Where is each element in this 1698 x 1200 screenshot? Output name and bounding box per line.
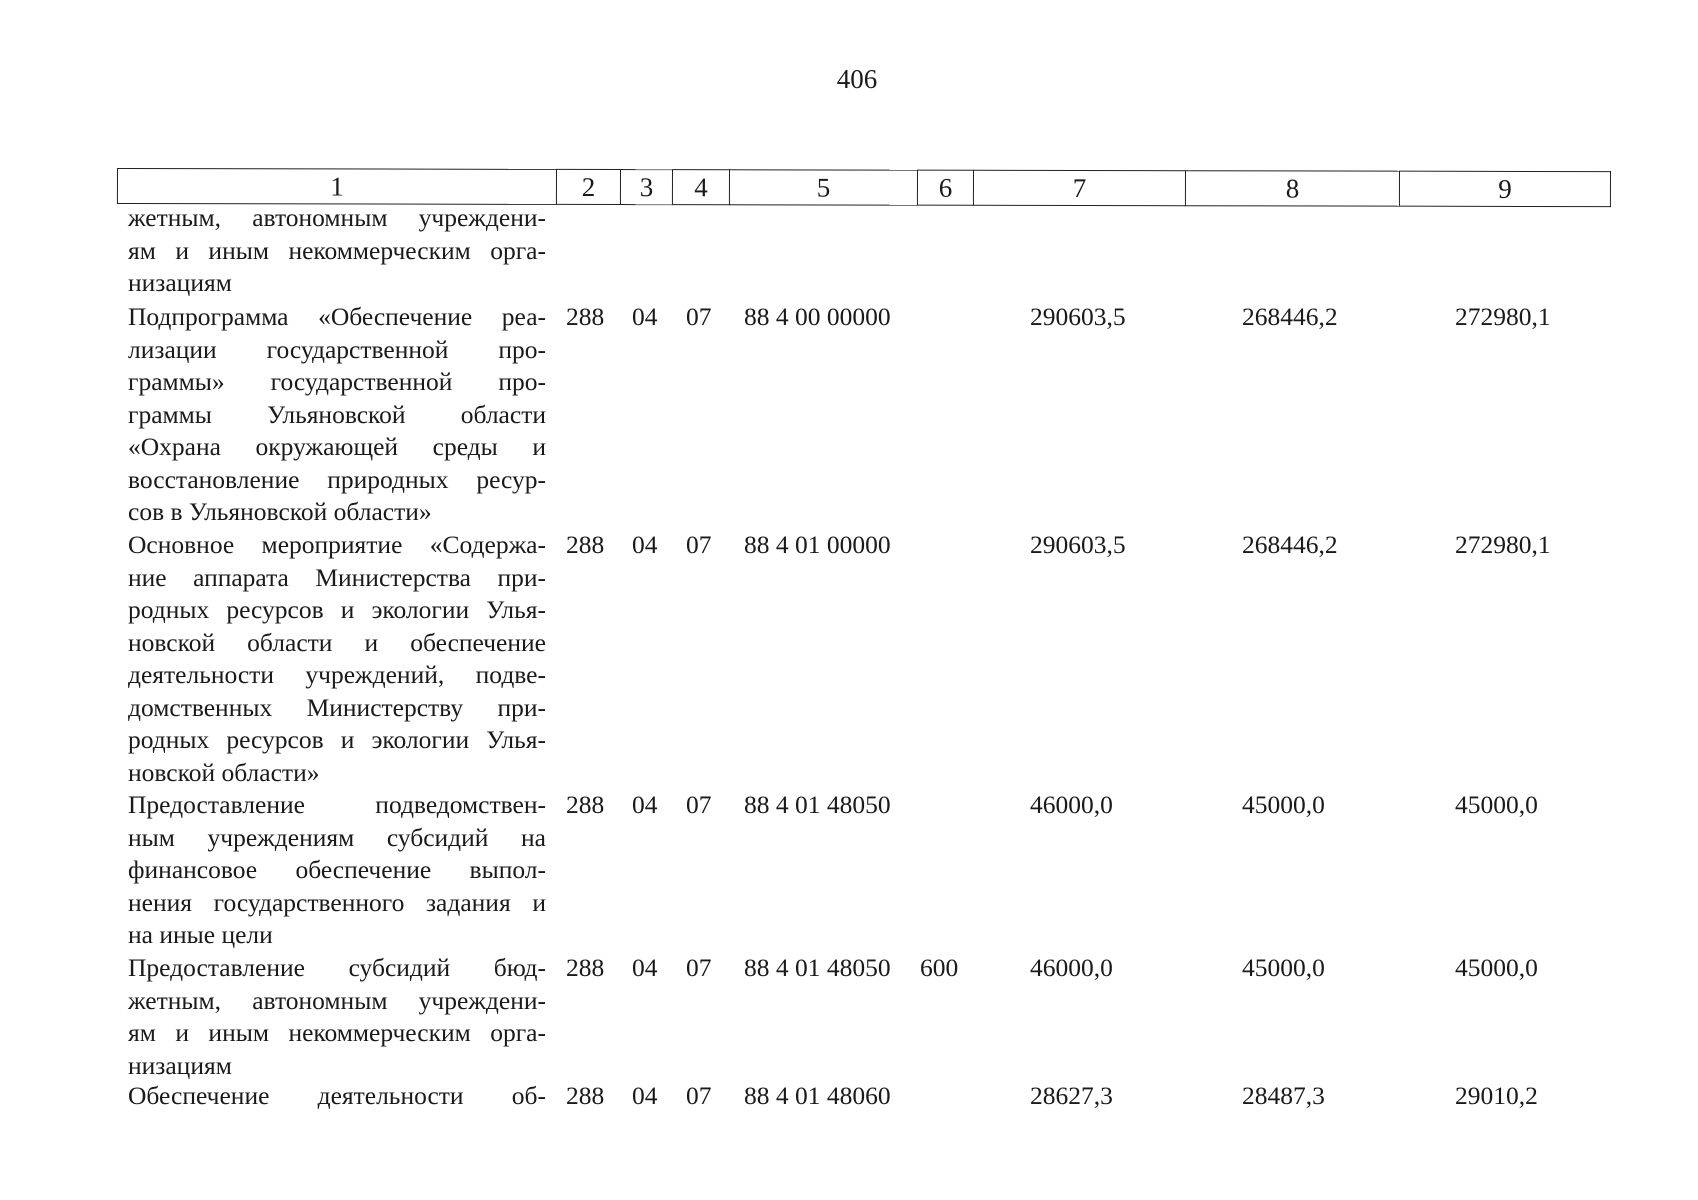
cell-subsection: 07 [686,790,712,819]
header-col-2: 2 [556,169,620,204]
cell-amount-9: 272980,1 [1455,302,1551,331]
cell-amount-8: 268446,2 [1242,530,1338,559]
row-name-line: Предоставление подведомствен- [128,790,546,819]
header-col-5: 5 [729,170,917,205]
row-name-line: Основное мероприятие «Содержа- [128,530,546,559]
cell-amount-7: 290603,5 [1030,302,1126,331]
header-col-3: 3 [620,170,672,205]
cell-amount-8: 268446,2 [1242,302,1338,331]
row-name-line: новской области» [128,757,320,787]
row-name-line: восстановление природных ресур- [128,464,546,494]
page-number: 406 [836,64,878,94]
cell-ministry-code: 288 [566,302,605,331]
cell-amount-7: 46000,0 [1030,953,1113,982]
row-name [128,202,546,300]
cell-ministry-code: 288 [566,953,605,982]
cell-section: 04 [632,530,658,559]
cell-amount-7: 46000,0 [1030,790,1113,819]
cell-expense-type: 600 [920,953,959,982]
cell-ministry-code: 288 [566,790,605,819]
cell-amount-8: 45000,0 [1242,953,1325,982]
cell-subsection: 07 [686,1081,712,1110]
cell-amount-8: 28487,3 [1242,1081,1325,1110]
cell-amount-8: 45000,0 [1242,790,1325,819]
cell-amount-9: 29010,2 [1455,1081,1538,1110]
cell-section: 04 [632,302,658,331]
row-name-line: низациям [128,1050,232,1080]
row-name [128,301,546,529]
header-col-4: 4 [672,170,729,205]
row-name-line: граммы» государственной про- [128,367,546,396]
row-name [128,1080,546,1113]
row-name-line: финансовое обеспечение выпол- [128,855,546,884]
row-name-line: «Охрана окружающей среды и [128,432,546,461]
row-name-line: Подпрограмма «Обеспечение реа- [128,302,546,331]
cell-subsection: 07 [686,302,712,331]
row-name-line: родных ресурсов и экологии Улья- [128,595,546,624]
cell-amount-9: 45000,0 [1455,790,1538,819]
row-name-line: родных ресурсов и экологии Улья- [128,725,546,754]
cell-ministry-code: 288 [566,530,605,559]
cell-subsection: 07 [686,530,712,559]
row-name [128,529,546,789]
cell-target-article: 88 4 00 00000 [744,302,891,331]
header-col-7: 7 [973,170,1185,205]
row-name-line: лизации государственной про- [128,334,546,364]
row-name-line: домственных Министерству при- [128,692,546,722]
cell-target-article: 88 4 01 00000 [744,530,891,559]
row-name-line: сов в Ульяновской области» [128,497,432,526]
cell-amount-7: 290603,5 [1030,530,1126,559]
row-name-line: Обеспечение деятельности об- [128,1081,546,1110]
row-name-line: ям и иным некоммерческим орга- [128,235,546,265]
row-name-line: нения государственного задания и [128,887,546,917]
row-name-line: Предоставление субсидий бюд- [128,953,546,982]
row-name-line: жетным, автономным учреждени- [128,985,546,1015]
row-name [128,952,546,1082]
row-name-line: ние аппарата Министерства при- [128,562,546,592]
cell-subsection: 07 [686,953,712,982]
row-name-line: новской области и обеспечение [128,627,546,657]
cell-target-article: 88 4 01 48060 [744,1081,891,1110]
header-col-6: 6 [917,170,973,205]
cell-amount-9: 272980,1 [1455,530,1551,559]
cell-amount-9: 45000,0 [1455,953,1538,982]
cell-section: 04 [632,1081,658,1110]
cell-ministry-code: 288 [566,1081,605,1110]
cell-section: 04 [632,953,658,982]
row-name-line: ным учреждениям субсидий на [128,822,546,852]
row-name [128,789,546,952]
cell-target-article: 88 4 01 48050 [744,953,891,982]
cell-amount-7: 28627,3 [1030,1081,1113,1110]
row-name-line: ям и иным некоммерческим орга- [128,1018,546,1047]
row-name-line: низациям [128,268,232,297]
row-name-line: на иные цели [128,920,273,949]
cell-section: 04 [632,790,658,819]
header-col-8: 8 [1185,171,1399,206]
row-name-line: деятельности учреждений, подве- [128,660,546,689]
row-name-line: жетным, автономным учреждени- [128,203,546,232]
header-col-9: 9 [1399,171,1610,206]
cell-target-article: 88 4 01 48050 [744,790,891,819]
header-col-1: 1 [117,169,556,205]
row-name-line: граммы Ульяновской области [128,399,546,429]
